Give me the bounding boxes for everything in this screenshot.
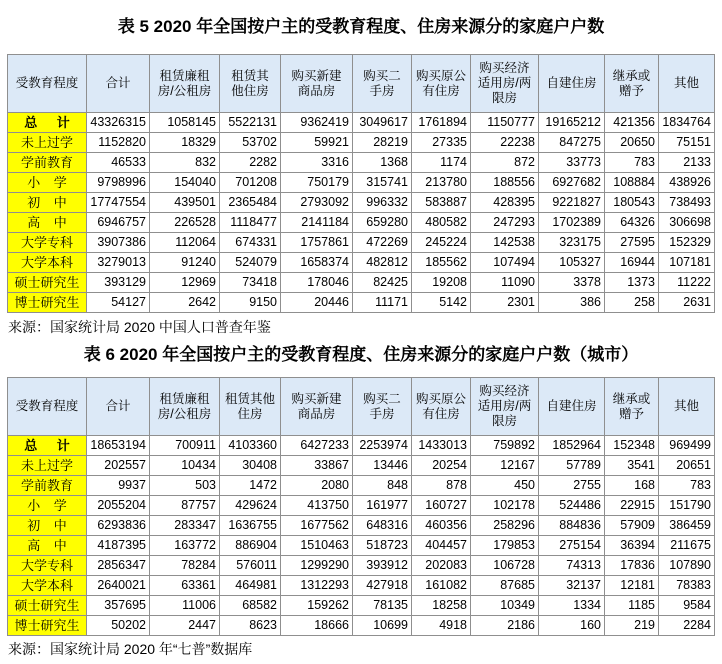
household-count-cell: 1677562 — [281, 516, 353, 536]
household-count-cell: 3907386 — [87, 233, 150, 253]
household-count-cell: 750179 — [281, 173, 353, 193]
household-count-cell: 4103360 — [220, 436, 281, 456]
column-header-label: 受教育程度 — [15, 399, 79, 413]
household-count-cell: 2631 — [659, 293, 715, 313]
household-count-cell: 59921 — [281, 133, 353, 153]
column-header-label: 购买经济适用房/两限房 — [477, 61, 532, 105]
household-count-cell: 1510463 — [281, 536, 353, 556]
household-count-cell: 10699 — [353, 616, 412, 636]
household-count-cell: 306698 — [659, 213, 715, 233]
household-count-cell: 247293 — [471, 213, 539, 233]
column-header-former-public-housing — [412, 55, 471, 113]
table-row — [8, 173, 715, 193]
household-count-cell: 6293836 — [87, 516, 150, 536]
table-row — [8, 456, 715, 476]
table-row — [8, 253, 715, 273]
household-count-cell: 18653194 — [87, 436, 150, 456]
household-count-cell: 159262 — [281, 596, 353, 616]
household-count-cell: 20651 — [659, 456, 715, 476]
household-count-cell: 2282 — [220, 153, 281, 173]
household-count-cell: 9221827 — [539, 193, 605, 213]
table-5-title: 表 5 2020 年全国按户主的受教育程度、住房来源分的家庭户户数 — [117, 17, 605, 36]
household-count-cell: 429624 — [220, 496, 281, 516]
household-count-cell: 283347 — [150, 516, 220, 536]
household-count-cell: 315741 — [353, 173, 412, 193]
household-count-cell: 211675 — [659, 536, 715, 556]
household-count-cell: 154040 — [150, 173, 220, 193]
household-count-cell: 185562 — [412, 253, 471, 273]
household-count-cell: 1152820 — [87, 133, 150, 153]
column-header-education-level — [8, 378, 87, 436]
household-count-cell: 2640021 — [87, 576, 150, 596]
household-count-cell: 30408 — [220, 456, 281, 476]
table-row — [8, 133, 715, 153]
household-count-cell: 105327 — [539, 253, 605, 273]
header-row — [8, 378, 715, 436]
household-count-cell: 213780 — [412, 173, 471, 193]
education-level-cell: 学前教育 — [8, 153, 87, 173]
household-count-cell: 2856347 — [87, 556, 150, 576]
household-count-cell: 1299290 — [281, 556, 353, 576]
household-count-cell: 78383 — [659, 576, 715, 596]
household-count-cell: 22915 — [605, 496, 659, 516]
household-count-cell: 878 — [412, 476, 471, 496]
household-count-cell: 518723 — [353, 536, 412, 556]
household-count-cell: 6927682 — [539, 173, 605, 193]
household-count-cell: 13446 — [353, 456, 412, 476]
household-count-cell: 1852964 — [539, 436, 605, 456]
table-row — [8, 616, 715, 636]
education-level-cell: 小 学 — [8, 173, 87, 193]
column-header-rent-other-housing — [220, 378, 281, 436]
household-count-cell: 1174 — [412, 153, 471, 173]
household-count-cell: 450 — [471, 476, 539, 496]
household-count-cell: 524486 — [539, 496, 605, 516]
column-header-label: 继承或赠予 — [612, 68, 651, 98]
column-header-second-hand-housing — [353, 55, 412, 113]
household-count-cell: 480582 — [412, 213, 471, 233]
table-5-source-note: 来源：国家统计局 2020 中国人口普查年鉴 — [8, 319, 271, 335]
column-header-label: 合计 — [105, 76, 131, 90]
household-count-cell: 738493 — [659, 193, 715, 213]
household-count-cell: 832 — [150, 153, 220, 173]
column-header-rent-public-housing — [150, 55, 220, 113]
household-count-cell: 2755 — [539, 476, 605, 496]
table-row — [8, 113, 715, 133]
household-count-cell: 421356 — [605, 113, 659, 133]
education-level-cell: 初 中 — [8, 193, 87, 213]
column-header-label: 租赁其他住房 — [224, 391, 275, 421]
household-count-cell: 11171 — [353, 293, 412, 313]
household-count-cell: 107181 — [659, 253, 715, 273]
column-header-new-commercial-housing — [281, 55, 353, 113]
household-count-cell: 8623 — [220, 616, 281, 636]
household-count-cell: 9584 — [659, 596, 715, 616]
column-header-second-hand-housing — [353, 378, 412, 436]
household-count-cell: 82425 — [353, 273, 412, 293]
household-count-cell: 73418 — [220, 273, 281, 293]
household-count-cell: 178046 — [281, 273, 353, 293]
column-header-label: 受教育程度 — [15, 76, 79, 90]
household-count-cell: 386459 — [659, 516, 715, 536]
education-level-cell: 博士研究生 — [8, 616, 87, 636]
column-header-label: 购买新建商品房 — [291, 391, 342, 421]
column-header-other — [659, 55, 715, 113]
household-count-cell: 27595 — [605, 233, 659, 253]
household-count-cell: 53702 — [220, 133, 281, 153]
household-count-cell: 648316 — [353, 516, 412, 536]
household-count-cell: 2793092 — [281, 193, 353, 213]
table-row — [8, 153, 715, 173]
education-level-cell: 高 中 — [8, 213, 87, 233]
household-count-cell: 460356 — [412, 516, 471, 536]
column-header-inherited-or-gifted — [605, 378, 659, 436]
household-count-cell: 161977 — [353, 496, 412, 516]
household-count-cell: 18666 — [281, 616, 353, 636]
household-count-cell: 3378 — [539, 273, 605, 293]
table-row — [8, 213, 715, 233]
column-header-label: 租赁其他住房 — [231, 68, 269, 98]
household-count-cell: 884836 — [539, 516, 605, 536]
household-count-cell: 9362419 — [281, 113, 353, 133]
household-count-cell: 6427233 — [281, 436, 353, 456]
household-count-cell: 18258 — [412, 596, 471, 616]
household-count-cell: 160 — [539, 616, 605, 636]
household-count-cell: 404457 — [412, 536, 471, 556]
household-count-cell: 759892 — [471, 436, 539, 456]
household-count-cell: 63361 — [150, 576, 220, 596]
household-count-cell: 427918 — [353, 576, 412, 596]
education-level-cell: 未上过学 — [8, 133, 87, 153]
household-count-cell: 1472 — [220, 476, 281, 496]
household-count-cell: 969499 — [659, 436, 715, 456]
education-level-cell: 高 中 — [8, 536, 87, 556]
household-count-cell: 17836 — [605, 556, 659, 576]
household-count-cell: 161082 — [412, 576, 471, 596]
column-header-label: 其他 — [673, 399, 699, 413]
education-level-cell: 大学专科 — [8, 556, 87, 576]
household-count-cell: 18329 — [150, 133, 220, 153]
household-count-cell: 245224 — [412, 233, 471, 253]
household-count-cell: 472269 — [353, 233, 412, 253]
household-count-cell: 3316 — [281, 153, 353, 173]
household-count-cell: 482812 — [353, 253, 412, 273]
column-header-label: 租赁廉租房/公租房 — [157, 391, 212, 421]
household-count-cell: 33867 — [281, 456, 353, 476]
household-count-cell: 64326 — [605, 213, 659, 233]
household-count-cell: 413750 — [281, 496, 353, 516]
household-count-cell: 91240 — [150, 253, 220, 273]
education-level-cell: 总 计 — [8, 113, 87, 133]
household-count-cell: 11222 — [659, 273, 715, 293]
household-count-cell: 20446 — [281, 293, 353, 313]
household-count-cell: 57789 — [539, 456, 605, 476]
household-count-cell: 393912 — [353, 556, 412, 576]
household-count-cell: 75151 — [659, 133, 715, 153]
household-count-cell: 168 — [605, 476, 659, 496]
table-6-title: 表 6 2020 年全国按户主的受教育程度、住房来源分的家庭户户数（城市） — [83, 345, 639, 364]
household-count-cell: 674331 — [220, 233, 281, 253]
table-row — [8, 193, 715, 213]
household-count-cell: 188556 — [471, 173, 539, 193]
column-header-label: 购买经济适用房/两限房 — [477, 384, 532, 428]
table-5 — [7, 54, 715, 313]
household-count-cell: 102178 — [471, 496, 539, 516]
column-header-affordable-housing — [471, 378, 539, 436]
household-count-cell: 16944 — [605, 253, 659, 273]
household-count-cell: 258 — [605, 293, 659, 313]
table-6-source-note: 来源：国家统计局 2020 年“七普”数据库 — [8, 641, 253, 657]
household-count-cell: 50202 — [87, 616, 150, 636]
education-level-cell: 大学本科 — [8, 253, 87, 273]
education-level-cell: 未上过学 — [8, 456, 87, 476]
table-row — [8, 556, 715, 576]
household-count-cell: 151790 — [659, 496, 715, 516]
household-count-cell: 1058145 — [150, 113, 220, 133]
household-count-cell: 74313 — [539, 556, 605, 576]
column-header-label: 购买原公有住房 — [415, 391, 466, 421]
household-count-cell: 33773 — [539, 153, 605, 173]
household-count-cell: 9937 — [87, 476, 150, 496]
table-row — [8, 516, 715, 536]
household-count-cell: 54127 — [87, 293, 150, 313]
header-row — [8, 55, 715, 113]
household-count-cell: 701208 — [220, 173, 281, 193]
household-count-cell: 576011 — [220, 556, 281, 576]
household-count-cell: 258296 — [471, 516, 539, 536]
household-count-cell: 107890 — [659, 556, 715, 576]
household-count-cell: 847275 — [539, 133, 605, 153]
column-header-education-level — [8, 55, 87, 113]
column-header-label: 购买二手房 — [363, 68, 401, 98]
household-count-cell: 2080 — [281, 476, 353, 496]
column-header-self-built-housing — [539, 55, 605, 113]
household-count-cell: 503 — [150, 476, 220, 496]
household-count-cell: 464981 — [220, 576, 281, 596]
household-count-cell: 2186 — [471, 616, 539, 636]
household-count-cell: 583887 — [412, 193, 471, 213]
household-count-cell: 19165212 — [539, 113, 605, 133]
household-count-cell: 219 — [605, 616, 659, 636]
column-header-rent-public-housing — [150, 378, 220, 436]
column-header-label: 购买新建商品房 — [291, 68, 342, 98]
household-count-cell: 106728 — [471, 556, 539, 576]
household-count-cell: 152329 — [659, 233, 715, 253]
household-count-cell: 438926 — [659, 173, 715, 193]
education-level-cell: 大学本科 — [8, 576, 87, 596]
column-header-total — [87, 55, 150, 113]
household-count-cell: 996332 — [353, 193, 412, 213]
table-row — [8, 293, 715, 313]
education-level-cell: 小 学 — [8, 496, 87, 516]
household-count-cell: 1834764 — [659, 113, 715, 133]
household-count-cell: 1636755 — [220, 516, 281, 536]
household-count-cell: 1334 — [539, 596, 605, 616]
column-header-former-public-housing — [412, 378, 471, 436]
household-count-cell: 439501 — [150, 193, 220, 213]
household-count-cell: 163772 — [150, 536, 220, 556]
household-count-cell: 68582 — [220, 596, 281, 616]
household-count-cell: 1433013 — [412, 436, 471, 456]
household-count-cell: 11090 — [471, 273, 539, 293]
education-level-cell: 初 中 — [8, 516, 87, 536]
household-count-cell: 4187395 — [87, 536, 150, 556]
household-count-cell: 142538 — [471, 233, 539, 253]
household-count-cell: 5142 — [412, 293, 471, 313]
household-count-cell: 27335 — [412, 133, 471, 153]
column-header-self-built-housing — [539, 378, 605, 436]
table-row — [8, 496, 715, 516]
household-count-cell: 323175 — [539, 233, 605, 253]
education-level-cell: 总 计 — [8, 436, 87, 456]
household-count-cell: 17747554 — [87, 193, 150, 213]
column-header-label: 购买二手房 — [363, 391, 401, 421]
household-count-cell: 393129 — [87, 273, 150, 293]
table-row — [8, 536, 715, 556]
household-count-cell: 20254 — [412, 456, 471, 476]
household-count-cell: 10434 — [150, 456, 220, 476]
table-row — [8, 596, 715, 616]
household-count-cell: 1373 — [605, 273, 659, 293]
household-count-cell: 386 — [539, 293, 605, 313]
household-count-cell: 6946757 — [87, 213, 150, 233]
education-level-cell: 硕士研究生 — [8, 273, 87, 293]
household-count-cell: 43326315 — [87, 113, 150, 133]
household-count-cell: 1761894 — [412, 113, 471, 133]
household-count-cell: 108884 — [605, 173, 659, 193]
table-6 — [7, 377, 715, 636]
table-row — [8, 476, 715, 496]
column-header-label: 自建住房 — [546, 76, 597, 90]
household-count-cell: 872 — [471, 153, 539, 173]
education-level-cell: 硕士研究生 — [8, 596, 87, 616]
household-count-cell: 428395 — [471, 193, 539, 213]
household-count-cell: 1312293 — [281, 576, 353, 596]
column-header-label: 合计 — [105, 399, 131, 413]
household-count-cell: 2253974 — [353, 436, 412, 456]
household-count-cell: 2284 — [659, 616, 715, 636]
household-count-cell: 160727 — [412, 496, 471, 516]
household-count-cell: 357695 — [87, 596, 150, 616]
column-header-rent-other-housing — [220, 55, 281, 113]
household-count-cell: 659280 — [353, 213, 412, 233]
table-row — [8, 233, 715, 253]
household-count-cell: 20650 — [605, 133, 659, 153]
household-count-cell: 87757 — [150, 496, 220, 516]
household-count-cell: 107494 — [471, 253, 539, 273]
household-count-cell: 1757861 — [281, 233, 353, 253]
household-count-cell: 9150 — [220, 293, 281, 313]
household-count-cell: 783 — [659, 476, 715, 496]
household-count-cell: 3049617 — [353, 113, 412, 133]
education-level-cell: 大学专科 — [8, 233, 87, 253]
household-count-cell: 1118477 — [220, 213, 281, 233]
household-count-cell: 524079 — [220, 253, 281, 273]
household-count-cell: 3279013 — [87, 253, 150, 273]
household-count-cell: 78135 — [353, 596, 412, 616]
education-level-cell: 博士研究生 — [8, 293, 87, 313]
household-count-cell: 848 — [353, 476, 412, 496]
household-count-cell: 87685 — [471, 576, 539, 596]
household-count-cell: 202557 — [87, 456, 150, 476]
household-count-cell: 4918 — [412, 616, 471, 636]
column-header-inherited-or-gifted — [605, 55, 659, 113]
table-row — [8, 436, 715, 456]
household-count-cell: 36394 — [605, 536, 659, 556]
household-count-cell: 19208 — [412, 273, 471, 293]
household-count-cell: 78284 — [150, 556, 220, 576]
household-count-cell: 2141184 — [281, 213, 353, 233]
household-count-cell: 226528 — [150, 213, 220, 233]
household-count-cell: 700911 — [150, 436, 220, 456]
column-header-new-commercial-housing — [281, 378, 353, 436]
household-count-cell: 783 — [605, 153, 659, 173]
column-header-other — [659, 378, 715, 436]
household-count-cell: 179853 — [471, 536, 539, 556]
household-count-cell: 57909 — [605, 516, 659, 536]
education-level-cell: 学前教育 — [8, 476, 87, 496]
household-count-cell: 1368 — [353, 153, 412, 173]
household-count-cell: 2133 — [659, 153, 715, 173]
column-header-total — [87, 378, 150, 436]
household-count-cell: 9798996 — [87, 173, 150, 193]
household-count-cell: 2055204 — [87, 496, 150, 516]
household-count-cell: 12167 — [471, 456, 539, 476]
household-count-cell: 2301 — [471, 293, 539, 313]
household-count-cell: 1150777 — [471, 113, 539, 133]
column-header-label: 其他 — [673, 76, 699, 90]
household-count-cell: 12181 — [605, 576, 659, 596]
column-header-label: 自建住房 — [546, 399, 597, 413]
household-count-cell: 22238 — [471, 133, 539, 153]
household-count-cell: 28219 — [353, 133, 412, 153]
household-count-cell: 275154 — [539, 536, 605, 556]
household-count-cell: 12969 — [150, 273, 220, 293]
household-count-cell: 2642 — [150, 293, 220, 313]
household-count-cell: 32137 — [539, 576, 605, 596]
household-count-cell: 886904 — [220, 536, 281, 556]
household-count-cell: 3541 — [605, 456, 659, 476]
household-count-cell: 152348 — [605, 436, 659, 456]
household-count-cell: 1658374 — [281, 253, 353, 273]
household-count-cell: 2447 — [150, 616, 220, 636]
household-count-cell: 1185 — [605, 596, 659, 616]
household-count-cell: 202083 — [412, 556, 471, 576]
household-count-cell: 5522131 — [220, 113, 281, 133]
column-header-label: 继承或赠予 — [612, 391, 651, 421]
household-count-cell: 112064 — [150, 233, 220, 253]
column-header-affordable-housing — [471, 55, 539, 113]
household-count-cell: 2365484 — [220, 193, 281, 213]
household-count-cell: 10349 — [471, 596, 539, 616]
table-row — [8, 273, 715, 293]
column-header-label: 购买原公有住房 — [415, 68, 466, 98]
household-count-cell: 11006 — [150, 596, 220, 616]
table-row — [8, 576, 715, 596]
household-count-cell: 1702389 — [539, 213, 605, 233]
household-count-cell: 180543 — [605, 193, 659, 213]
household-count-cell: 46533 — [87, 153, 150, 173]
column-header-label: 租赁廉租房/公租房 — [157, 68, 212, 98]
